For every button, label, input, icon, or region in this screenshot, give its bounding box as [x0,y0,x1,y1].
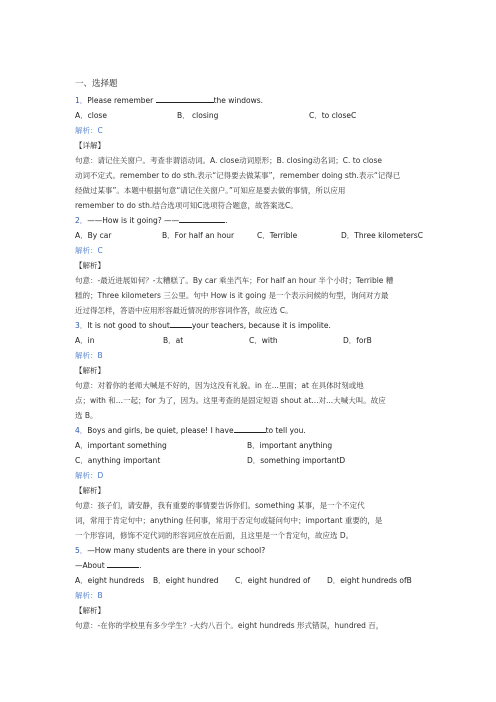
question-stem: —How many students are there in your school? [87,546,266,555]
explanation-line: 一个形容词，修饰不定代词的形容词应放在后面，且这里是一个肯定句，故应选 D。 [75,531,354,540]
detail-title-5: 【解析】 [75,606,105,615]
question-number: 2． [75,216,88,225]
question-number: 4． [75,426,88,435]
blank [107,558,142,570]
question-1 [75,93,436,108]
explanation-line: 句意：对着你的老师大喊是不好的，因为这没有礼貌。in 在...里面；at 在具体时刻或地 [75,381,364,390]
question-5-answer-line [75,558,436,573]
detail-title-1: 【详解】 [75,141,105,150]
question-stem-a: ——How is it going? —— [87,216,180,225]
question-stem-b: to tell you. [265,426,306,435]
explanation-line: 句意：-在你的学校里有多少学生？-大约八百个。eight hundreds 形式错误，hundred 百， [75,621,384,630]
analysis-1: 解析：C [75,126,103,135]
section-title: 一、选择题 [75,79,118,89]
options-2 [75,228,436,243]
question-3 [75,318,436,333]
question-2 [75,213,436,228]
blank [156,93,214,103]
options-1 [75,108,436,123]
option-b: B．important anything [247,441,333,450]
option-d: D．something importantD [247,456,346,465]
option-c: C．to closeC [309,111,357,120]
option-c: C．anything important [75,456,161,465]
explanation-line: 近过得怎样，答语中应用形容最近情况的形容词作答，故应选 C。 [75,306,293,315]
explanation-5 [75,618,436,633]
explanation-line: 糕的；Three kilometers 三公里。句中 How is it going 是一个表示问候的句型，询问对方最 [75,291,389,300]
explanation-line: remember to do sth.结合选项可知C选项符合题意，故答案选C。 [75,201,298,210]
explanation-line: 句意：请记住关窗户。考查非谓语动词。A. close动词原形；B. closing动名词；C. to close [75,156,383,165]
answer-suffix: . [139,561,142,570]
options-4-row2 [75,453,436,468]
analysis-2: 解析：C [75,246,103,255]
explanation-line: 选 B。 [75,411,98,420]
detail-title-3: 【解析】 [75,366,105,375]
option-c: C．Terrible [257,231,298,240]
option-c: C．eight hundred of [235,576,311,585]
explanation-line: 点；with 和...一起；for 为了，因为。这里考查的是固定短语 shout at...对...大喊大叫。故应 [75,396,386,405]
question-5 [75,543,436,558]
option-a: A．eight hundreds [75,576,145,585]
question-4 [75,423,436,438]
option-b: B．eight hundred [153,576,219,585]
option-c: C．with [249,336,278,345]
option-a: A．in [75,336,95,345]
option-a: A．close [75,111,107,120]
explanation-line: 词，常用于肯定句中；anything 任何事，常用于否定句或疑问句中；important 重要的，是 [75,516,383,525]
options-4-row1 [75,438,436,453]
question-number: 3． [75,321,88,330]
option-b: B．at [163,336,184,345]
question-stem-b: . [225,216,228,225]
question-stem-b: the windows. [213,96,264,105]
explanation-3 [75,378,436,423]
question-stem-a: Please remember [87,96,156,105]
question-stem-b: your teachers, because it is impolite. [191,321,331,330]
analysis-4: 解析：D [75,471,104,480]
detail-title-2: 【解析】 [75,261,105,270]
option-d: D．eight hundreds ofB [327,576,412,585]
blank [179,213,228,225]
explanation-1 [75,153,436,213]
option-d: D．forB [343,336,372,345]
explanation-line: 句意：-最近进展如何？-太糟糕了。By car 乘坐汽车；For half an hour 半个小时；Terrible 糟 [75,276,394,285]
options-5 [75,573,436,588]
option-b: B． closing [177,111,219,120]
explanation-line: 经做过某事”。本题中根据句意“请记住关窗户。”可知应是要去做的事情，所以应用 [75,186,346,195]
question-number: 1． [75,96,88,105]
options-3 [75,333,436,348]
option-d: D．Three kilometersC [341,231,423,240]
explanation-2 [75,273,436,318]
question-stem-a: Boys and girls, be quiet, please! I have [87,426,234,435]
answer-prefix: —About [75,561,108,570]
explanation-line: 句意：孩子们，请安静，我有重要的事情要告诉你们。something 某事，是一个不定代 [75,501,365,510]
explanation-4 [75,498,436,543]
option-a: A．By car [75,231,112,240]
detail-title-4: 【解析】 [75,486,105,495]
explanation-line: 动词不定式。remember to do sth.表示“记得要去做某事”，remember doing sth.表示“记得已 [75,171,401,180]
analysis-3: 解析：B [75,351,103,360]
blank [170,318,192,328]
blank [234,423,266,433]
question-number: 5． [75,546,88,555]
question-stem-a: It is not good to shout [87,321,170,330]
analysis-5: 解析：B [75,591,103,600]
option-a: A．important something [75,441,167,450]
option-b: B．For half an hour [162,231,235,240]
